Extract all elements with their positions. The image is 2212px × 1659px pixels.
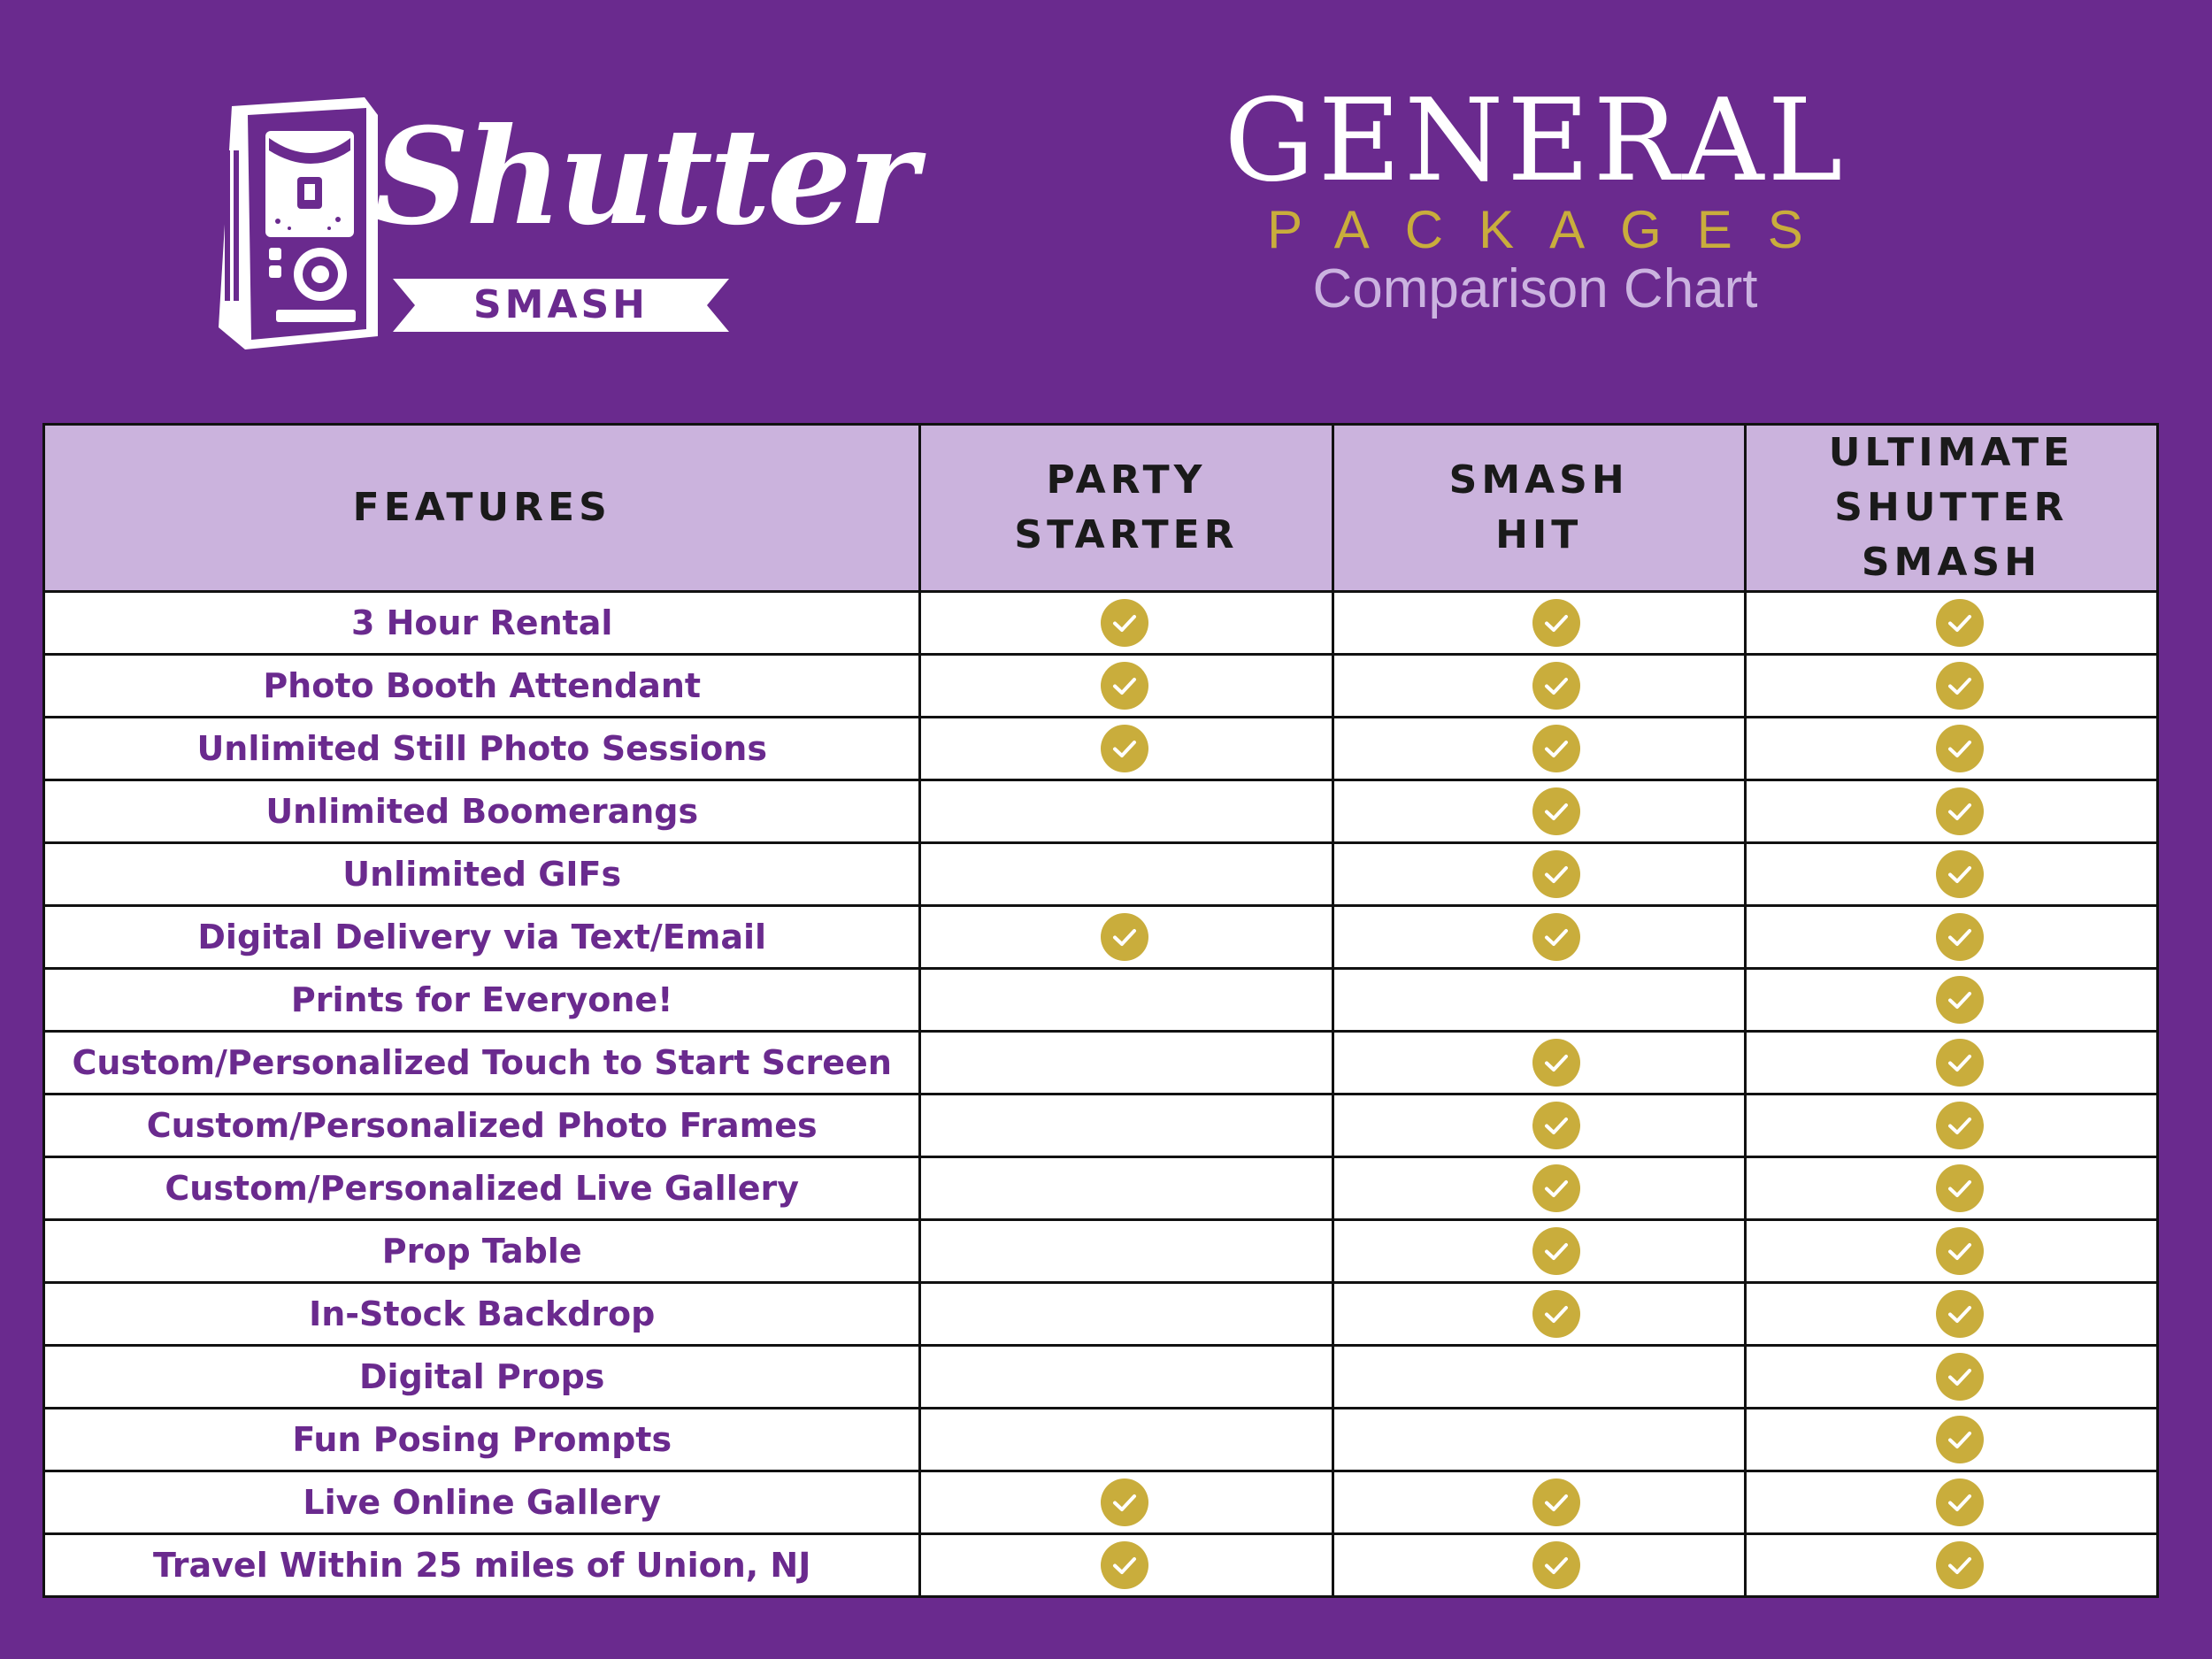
- package-cell: [1333, 1471, 1745, 1534]
- package-cell: [920, 718, 1333, 780]
- table-row: [44, 1534, 2158, 1597]
- package-cell: [1745, 969, 2157, 1032]
- table-row: [44, 592, 2158, 655]
- package-cell: [1333, 906, 1745, 969]
- package-cell: [920, 1032, 1333, 1094]
- check-icon: [1100, 724, 1149, 773]
- page-subtitle: PACKAGES: [1267, 200, 1839, 259]
- check-icon: [1532, 1164, 1581, 1213]
- table-row: [44, 1346, 2158, 1409]
- feature-label: Travel Within 25 miles of Union, NJ: [44, 1534, 920, 1597]
- feature-label: Photo Booth Attendant: [44, 655, 920, 718]
- package-cell: [1745, 718, 2157, 780]
- check-icon: [1935, 787, 1985, 836]
- check-icon: [1100, 598, 1149, 648]
- feature-label: Fun Posing Prompts: [44, 1409, 920, 1471]
- check-icon: [1100, 1540, 1149, 1590]
- table-row: [44, 1220, 2158, 1283]
- package-cell: [1745, 1471, 2157, 1534]
- package-cell: [1745, 1032, 2157, 1094]
- check-icon: [1100, 661, 1149, 710]
- check-icon: [1935, 975, 1985, 1025]
- package-cell: [920, 780, 1333, 843]
- header-package-smash-hit: [1333, 425, 1745, 592]
- package-cell: [1745, 1534, 2157, 1597]
- check-icon: [1935, 1226, 1985, 1276]
- table-row: [44, 1409, 2158, 1471]
- page-title: GENERAL: [1224, 75, 1847, 207]
- title-block: [1150, 75, 1920, 322]
- package-cell: [1333, 780, 1745, 843]
- package-cell: [920, 1346, 1333, 1409]
- check-icon: [1532, 912, 1581, 962]
- table-row: [44, 718, 2158, 780]
- package-cell: [1745, 843, 2157, 906]
- header-line: PARTY: [1046, 457, 1207, 503]
- package-cell: [1333, 1534, 1745, 1597]
- package-cell: [920, 1534, 1333, 1597]
- photo-booth-icon: [205, 88, 382, 354]
- feature-label: 3 Hour Rental: [44, 592, 920, 655]
- package-cell: [1745, 655, 2157, 718]
- check-icon: [1532, 849, 1581, 899]
- table-row: [44, 1283, 2158, 1346]
- header-line: HIT: [1495, 512, 1583, 557]
- check-icon: [1935, 724, 1985, 773]
- table-row: [44, 1157, 2158, 1220]
- package-cell: [920, 906, 1333, 969]
- check-icon: [1935, 1415, 1985, 1464]
- page-caption: Comparison Chart: [1312, 258, 1758, 319]
- table-row: [44, 843, 2158, 906]
- check-icon: [1935, 1164, 1985, 1213]
- table-row: [44, 969, 2158, 1032]
- check-icon: [1935, 1101, 1985, 1150]
- package-cell: [1745, 592, 2157, 655]
- feature-label: Custom/Personalized Photo Frames: [44, 1094, 920, 1157]
- package-cell: [1745, 1220, 2157, 1283]
- check-icon: [1935, 1038, 1985, 1087]
- check-icon: [1532, 1038, 1581, 1087]
- logo-subtitle: SMASH: [472, 282, 649, 327]
- header-line: ULTIMATE: [1828, 430, 2075, 475]
- package-cell: [920, 1220, 1333, 1283]
- package-cell: [1333, 718, 1745, 780]
- package-cell: [920, 655, 1333, 718]
- feature-label: Custom/Personalized Touch to Start Screen: [44, 1032, 920, 1094]
- check-icon: [1935, 661, 1985, 710]
- check-icon: [1935, 1289, 1985, 1339]
- check-icon: [1532, 1101, 1581, 1150]
- header-line: SHUTTER SMASH: [1834, 485, 2069, 585]
- package-cell: [920, 843, 1333, 906]
- package-cell: [1745, 1283, 2157, 1346]
- feature-label: Unlimited Boomerangs: [44, 780, 920, 843]
- table-row: [44, 1471, 2158, 1534]
- check-icon: [1532, 1226, 1581, 1276]
- package-cell: [1745, 1094, 2157, 1157]
- check-icon: [1532, 1289, 1581, 1339]
- package-cell: [920, 1471, 1333, 1534]
- feature-label: Unlimited GIFs: [44, 843, 920, 906]
- feature-label: Digital Props: [44, 1346, 920, 1409]
- package-cell: [1745, 1157, 2157, 1220]
- table-row: [44, 1094, 2158, 1157]
- brand-logo: [205, 88, 915, 354]
- package-cell: [1333, 1157, 1745, 1220]
- check-icon: [1935, 1352, 1985, 1402]
- check-icon: [1532, 1540, 1581, 1590]
- package-cell: [1333, 655, 1745, 718]
- package-cell: [1333, 1220, 1745, 1283]
- feature-label: Prop Table: [44, 1220, 920, 1283]
- table-row: [44, 655, 2158, 718]
- package-cell: [1745, 1409, 2157, 1471]
- package-cell: [1745, 1346, 2157, 1409]
- check-icon: [1100, 912, 1149, 962]
- package-cell: [1333, 1346, 1745, 1409]
- header-features: FEATURES: [44, 425, 920, 592]
- check-icon: [1100, 1478, 1149, 1527]
- feature-label: Prints for Everyone!: [44, 969, 920, 1032]
- header-package-party-starter: [920, 425, 1333, 592]
- check-icon: [1935, 849, 1985, 899]
- check-icon: [1532, 661, 1581, 710]
- check-icon: [1935, 912, 1985, 962]
- check-icon: [1532, 1478, 1581, 1527]
- logo-banner: [393, 279, 729, 332]
- package-cell: [920, 969, 1333, 1032]
- check-icon: [1935, 1478, 1985, 1527]
- feature-label: Custom/Personalized Live Gallery: [44, 1157, 920, 1220]
- feature-label: Live Online Gallery: [44, 1471, 920, 1534]
- package-cell: [1333, 1094, 1745, 1157]
- table-row: [44, 906, 2158, 969]
- check-icon: [1935, 1540, 1985, 1590]
- feature-label: Unlimited Still Photo Sessions: [44, 718, 920, 780]
- header-package-ultimate-shutter-smash: [1745, 425, 2157, 592]
- package-cell: [920, 1094, 1333, 1157]
- table-header-row: [44, 425, 2158, 592]
- table-body: [44, 592, 2158, 1597]
- package-cell: [1333, 969, 1745, 1032]
- package-cell: [920, 1157, 1333, 1220]
- package-cell: [1745, 780, 2157, 843]
- package-cell: [920, 1283, 1333, 1346]
- package-cell: [920, 592, 1333, 655]
- header-line: SMASH: [1448, 457, 1629, 503]
- logo-wordmark: Shutter: [373, 99, 915, 255]
- feature-label: In-Stock Backdrop: [44, 1283, 920, 1346]
- package-cell: [1333, 1032, 1745, 1094]
- comparison-table: [42, 423, 2159, 1598]
- package-cell: [1333, 1409, 1745, 1471]
- header-line: STARTER: [1014, 512, 1239, 557]
- check-icon: [1532, 787, 1581, 836]
- check-icon: [1532, 598, 1581, 648]
- feature-label: Digital Delivery via Text/Email: [44, 906, 920, 969]
- package-cell: [1333, 592, 1745, 655]
- package-cell: [1745, 906, 2157, 969]
- package-cell: [920, 1409, 1333, 1471]
- package-cell: [1333, 1283, 1745, 1346]
- check-icon: [1935, 598, 1985, 648]
- table-row: [44, 1032, 2158, 1094]
- check-icon: [1532, 724, 1581, 773]
- package-cell: [1333, 843, 1745, 906]
- table-row: [44, 780, 2158, 843]
